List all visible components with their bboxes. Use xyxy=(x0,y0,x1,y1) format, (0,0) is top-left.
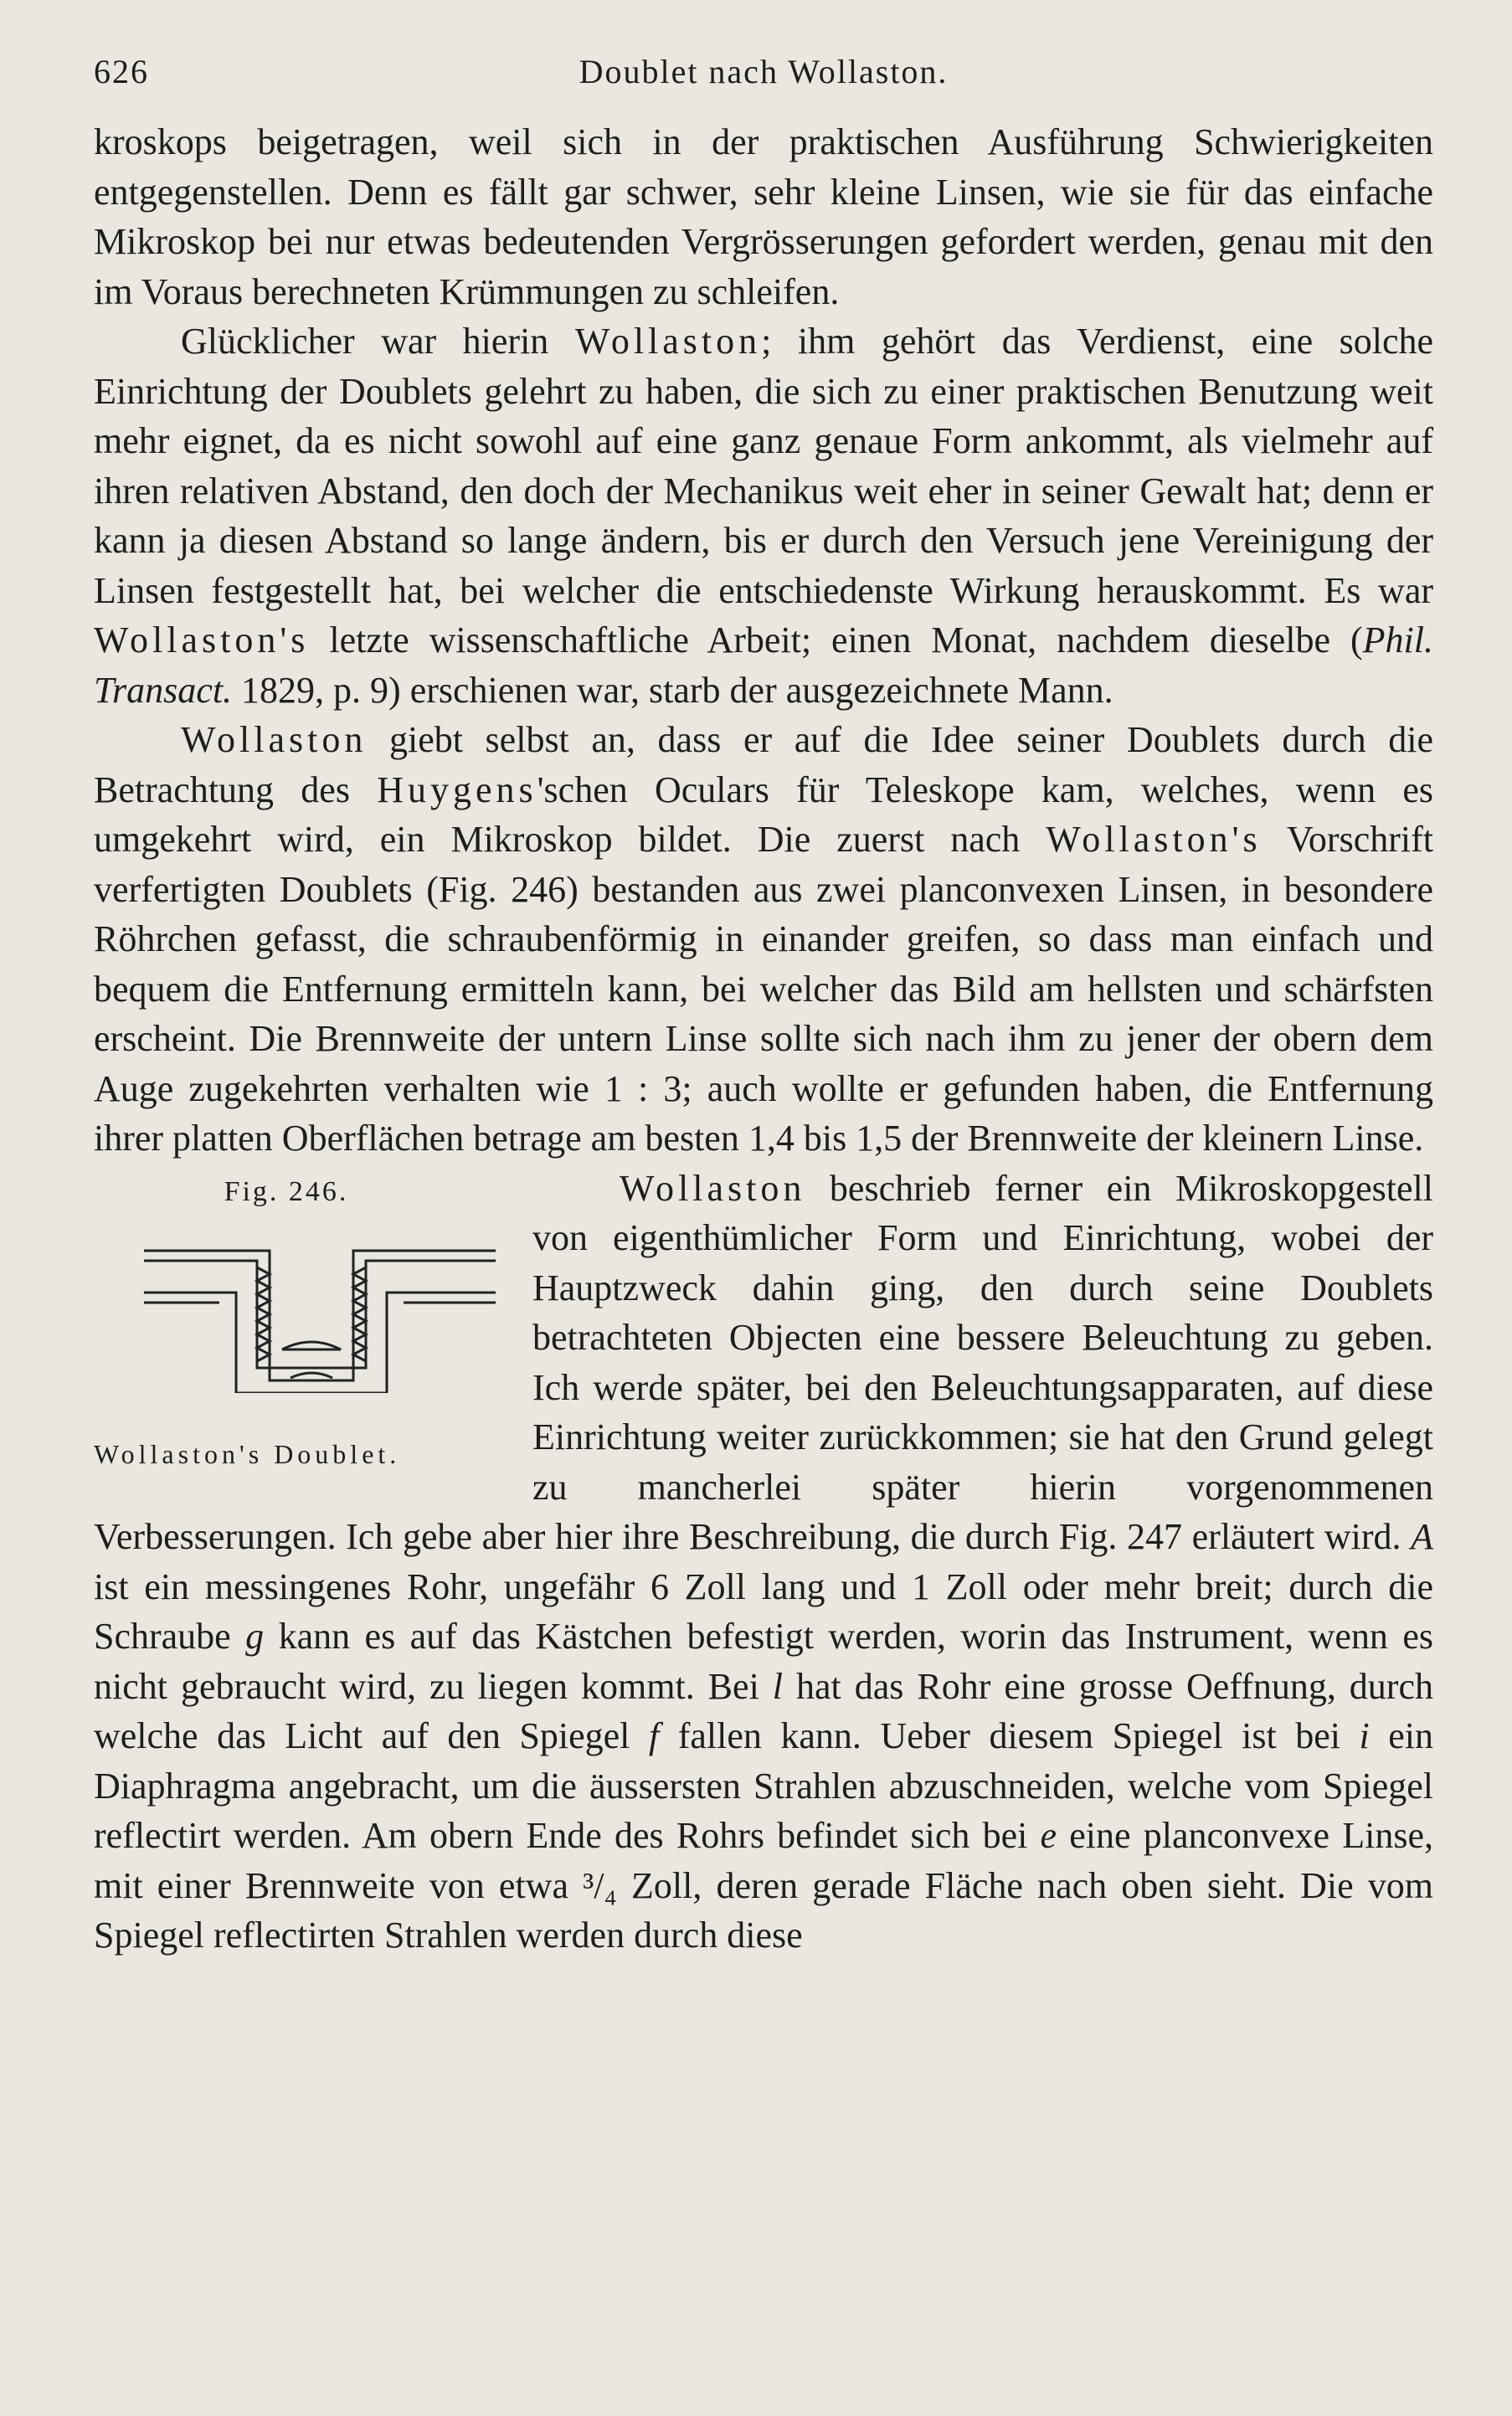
page-number: 626 xyxy=(94,53,149,90)
author-name: Wollaston's xyxy=(1046,819,1262,860)
author-name: Wollaston xyxy=(574,321,762,362)
outer-tube-outline xyxy=(144,1251,496,1380)
lower-lens xyxy=(291,1373,332,1378)
author-name: Wollaston xyxy=(181,719,368,760)
page-header xyxy=(94,52,1433,102)
figure-caption: Wollaston's Doublet. xyxy=(94,1438,401,1469)
figure-246 xyxy=(94,1164,512,1500)
paragraph-4: Wollaston beschrieb ferner ein Mikroskopgestell von eigenthümlicher Form und Einrichtung, wobei der Hauptzweck dahin ging, den durch seine Doublets betrachteten Objecten eine bessere Beleuchtung zu geben. Ich werde später, bei den Beleuchtungsapparaten, auf diese Einrichtung weiter zurückkommen; sie hat den Grund gelegt zu mancherlei später hierin vorgenommenen Verbesserungen. Ich gebe aber hier ihre Beschreibung, die durch Fig. 247 erläutert wird. A ist ein messingenes Rohr, ungefähr 6 Zoll lang und 1 Zoll oder mehr breit; durch die Schraube g kann es auf das Kästchen befestigt werden, worin das Instrument, wenn es nicht gebraucht wird, zu liegen kommt. Bei l hat das Rohr eine grosse Oeffnung, durch welche das Licht auf den Spiegel f fallen kann. Ueber diesem Spiegel ist bei i ein Diaphragma angebracht, um die äussersten Strahlen abzuschneiden, welche vom Spiegel reflectirt werden. Am obern Ende des Rohrs befindet sich bei e eine planconvexe Linse, mit einer Brennweite von etwa ³/₄ Zoll, deren gerade Fläche nach oben sieht. Die vom Spiegel reflectirten Strahlen werden durch diese xyxy=(94,1167,1434,1956)
author-name: Wollaston xyxy=(620,1167,806,1209)
body-text xyxy=(94,117,1433,1961)
paragraph-2: Glücklicher war hierin Wollaston; ihm gehört das Verdienst, eine solche Einrichtung der Doublets gelehrt zu haben, die sich zu einer praktischen Benutzung weit mehr eignet, da es nicht sowohl auf eine ganz genaue Form ankommt, als vielmehr auf ihren relativen Abstand, den doch der Mechanikus weit eher in seiner Gewalt hat; denn er kann ja diesen Abstand so lange ändern, bis er durch den Versuch jene Vereinigung der Linsen festgestellt hat, bei welcher die entschiedenste Wirkung herauskommt. Es war Wollaston's letzte wissenschaftliche Arbeit; einen Monat, nachdem dieselbe (Phil. Transact. 1829, p. 9) erschienen war, starb der ausgezeichnete Mann. xyxy=(94,321,1434,711)
doublet-drawing xyxy=(144,1234,496,1393)
thread-left xyxy=(257,1267,270,1361)
paragraph-1: kroskops beigetragen, weil sich in der praktischen Ausführung Schwierigkeiten entgegenstellen. Denn es fällt gar schwer, sehr kleine Linsen, wie sie für das einfache Mikroskop bei nur etwas bedeutenden Vergrösserungen gefordert werden, genau mit den im Voraus berechneten Krümmungen zu schleifen. xyxy=(94,121,1433,312)
running-head: Doublet nach Wollaston. xyxy=(579,53,949,90)
author-name: Wollaston's xyxy=(94,619,310,661)
thread-right xyxy=(353,1267,366,1361)
paragraph-3: Wollaston giebt selbst an, dass er auf die Idee seiner Doublets durch die Betrachtung des Huygens'schen Oculars für Teleskope kam, welches, wenn es umgekehrt wird, ein Mikroskop bildet. Die zuerst nach Wollaston's Vorschrift verfertigten Doublets (Fig. 246) bestanden aus zwei planconvexen Linsen, in besondere Röhrchen gefasst, die schraubenförmig in einander greifen, so dass man einfach und bequem die Entfernung ermitteln kann, bei welcher das Bild am hellsten und schärfsten erscheint. Die Brennweite der untern Linse sollte sich nach ihm zu jener der obern dem Auge zugekehrten verhalten wie 1 : 3; auch wollte er gefunden haben, die Entfernung ihrer platten Oberflächen betrage am besten 1,4 bis 1,5 der Brennweite der kleinern Linse. xyxy=(94,719,1433,1159)
author-name: Huygens xyxy=(377,768,537,810)
inner-tube-outline xyxy=(144,1261,496,1368)
upper-lens xyxy=(282,1342,341,1349)
figure-label: Fig. 246. xyxy=(224,1175,349,1207)
fraction: ³/₄ xyxy=(583,1864,617,1906)
citation: Phil. Transact. xyxy=(94,619,1433,711)
